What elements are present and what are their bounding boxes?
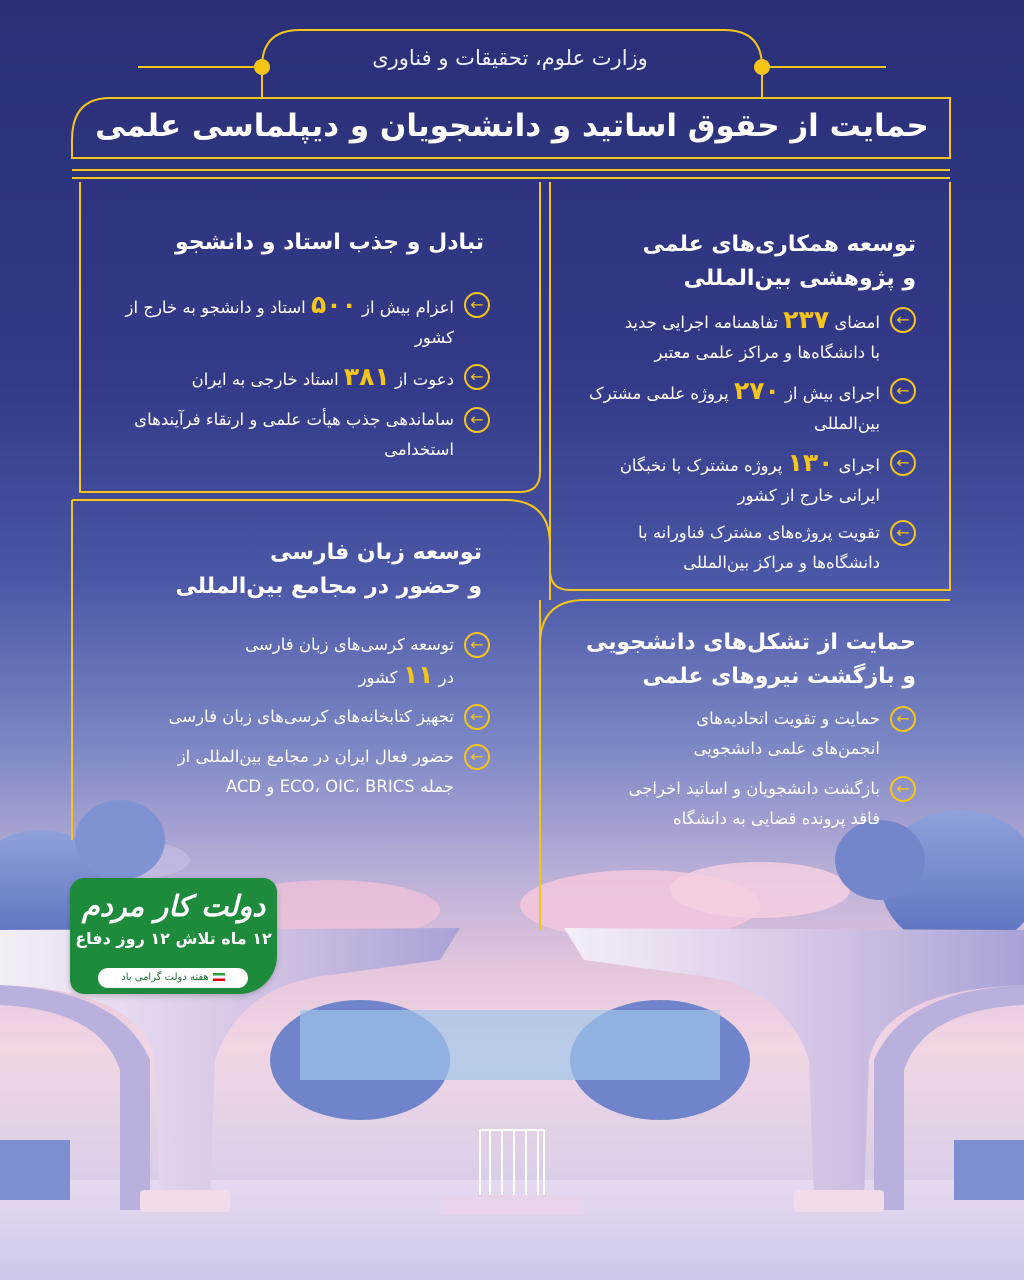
list-item: ← اجرای ۱۳۰ پروژه مشترک با نخبگان ایرانی خارج از کشور	[516, 448, 916, 511]
arrow-left-circle-icon: ←	[464, 292, 490, 318]
arrow-left-circle-icon: ←	[464, 704, 490, 730]
badge-title: دولت کار مردم	[81, 889, 266, 923]
section-title-intl-cooperation: توسعه همکاری‌های علمی و پژوهشی بین‌المللی	[642, 232, 916, 291]
arrow-left-circle-icon: ←	[464, 632, 490, 658]
arrow-left-circle-icon: ←	[890, 378, 916, 404]
list-item: ← اجرای بیش از ۲۷۰ پروژه علمی مشترک بین‌المللی	[516, 376, 916, 439]
iran-flag-icon	[213, 973, 225, 981]
arrow-left-circle-icon: ←	[890, 520, 916, 546]
section-title-persian: توسعه زبان فارسی و حضور در مجامع بین‌المللی	[175, 540, 482, 599]
arrow-left-circle-icon: ←	[890, 307, 916, 333]
badge-footer: هفته دولت گرامی باد	[98, 968, 248, 988]
list-item: ← ساماندهی جذب هیأت علمی و ارتقاء فرآیندهای استخدامی	[70, 405, 490, 465]
arrow-left-circle-icon: ←	[890, 776, 916, 802]
arrow-left-circle-icon: ←	[890, 706, 916, 732]
badge-subtitle: ۱۲ ماه تلاش ۱۲ روز دفاع	[75, 929, 272, 948]
section-title-students: حمایت از تشکل‌های دانشجویی و بازگشت نیروهای علمی	[586, 630, 916, 689]
list-item: ← توسعه کرسی‌های زبان فارسی در ۱۱ کشور	[90, 630, 490, 693]
list-item: ← امضای ۲۳۷ تفاهمنامه اجرایی جدید با دانشگاه‌ها و مراکز علمی معتبر	[516, 305, 916, 368]
list-item: ← حضور فعال ایران در مجامع بین‌المللی از جمله ECO، OIC، BRICS و ACD	[90, 742, 490, 802]
government-week-badge	[70, 878, 277, 994]
arrow-left-circle-icon: ←	[464, 407, 490, 433]
page-title: حمایت از حقوق اساتید و دانشجویان و دیپلماسی علمی	[95, 108, 929, 144]
list-item: ← تجهیز کتابخانه‌های کرسی‌های زبان فارسی	[90, 702, 490, 732]
list-item: ← اعزام بیش از ۵۰۰ استاد و دانشجو به خارج از کشور	[90, 290, 490, 353]
arrow-left-circle-icon: ←	[890, 450, 916, 476]
list-item: ← دعوت از ۳۸۱ استاد خارجی به ایران	[90, 362, 490, 395]
list-item: ← تقویت پروژه‌های مشترک فناورانه با دانشگاه‌ها و مراکز بین‌المللی	[516, 518, 916, 578]
list-item: ← حمایت و تقویت اتحادیه‌های انجمن‌های علمی دانشجویی	[516, 704, 916, 764]
arrow-left-circle-icon: ←	[464, 364, 490, 390]
section-title-exchange: تبادل و جذب استاد و دانشجو	[174, 230, 484, 255]
ministry-name: وزارت علوم، تحقیقات و فناوری	[372, 46, 648, 70]
arrow-left-circle-icon: ←	[464, 744, 490, 770]
list-item: ← بازگشت دانشجویان و اساتید اخراجی فاقد پرونده قضایی به دانشگاه	[516, 774, 916, 834]
